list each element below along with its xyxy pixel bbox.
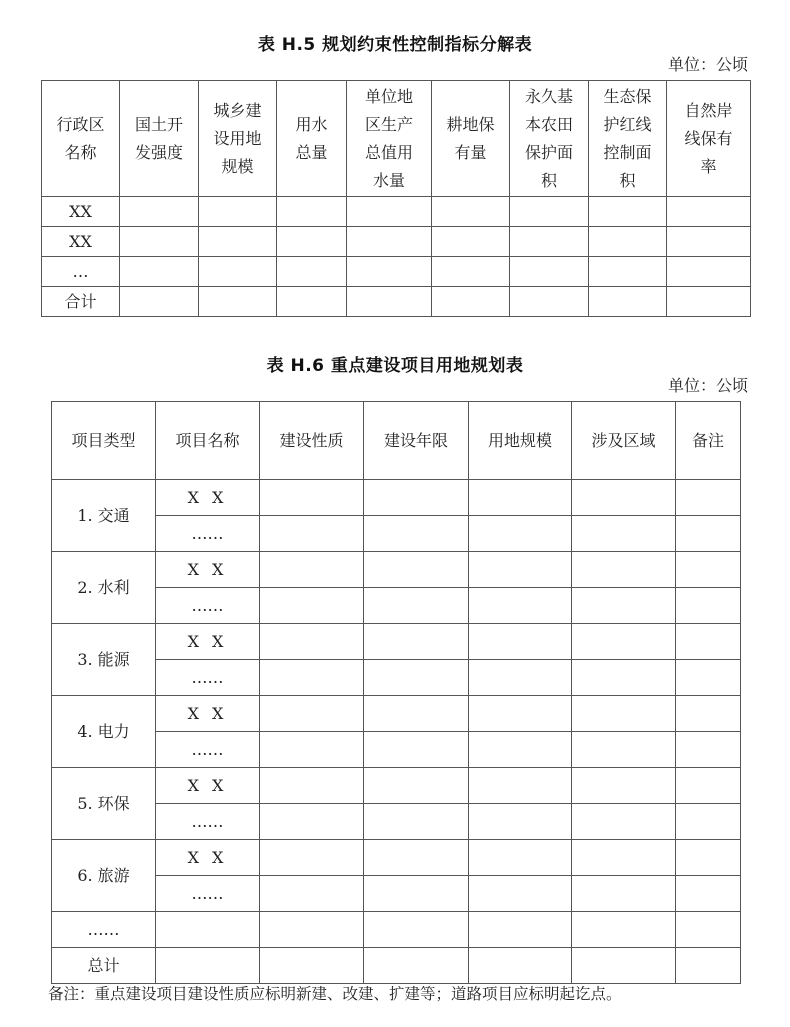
- empty-cell: [572, 948, 676, 984]
- empty-cell: [469, 768, 572, 804]
- table-h6-header-row: [52, 402, 741, 480]
- project-type-cell: 4. 电力: [52, 696, 156, 768]
- table-h5-header-cell: [199, 81, 277, 197]
- empty-cell: [199, 197, 277, 227]
- empty-cell: [589, 257, 667, 287]
- project-name-cell: ……: [156, 516, 260, 552]
- table-row: [52, 840, 741, 876]
- empty-cell: [364, 912, 469, 948]
- empty-cell: [364, 552, 469, 588]
- project-name-cell: X X: [156, 696, 260, 732]
- header-line: 水量: [372, 170, 405, 190]
- header-line: 名称: [64, 142, 97, 162]
- header-line: 城乡建: [213, 100, 262, 120]
- table-h6-header-cell: 建设性质: [260, 402, 364, 480]
- empty-cell: [260, 732, 364, 768]
- empty-cell: [572, 768, 676, 804]
- header-line: 永久基: [524, 86, 573, 106]
- empty-cell: [572, 552, 676, 588]
- empty-cell: [572, 804, 676, 840]
- empty-cell: [277, 197, 347, 227]
- empty-cell: [364, 588, 469, 624]
- empty-cell: [432, 287, 510, 317]
- empty-cell: [260, 948, 364, 984]
- empty-cell: [676, 696, 741, 732]
- header-line: 积: [619, 170, 636, 190]
- empty-cell: [676, 912, 741, 948]
- table-h5-header-cell: [277, 81, 347, 197]
- table-h5-header-cell: [120, 81, 199, 197]
- header-line: 发强度: [134, 142, 183, 162]
- header-line: 总量: [295, 142, 328, 162]
- empty-cell: [199, 257, 277, 287]
- empty-cell: [589, 227, 667, 257]
- table-h5-header-cell: [347, 81, 432, 197]
- empty-cell: [364, 516, 469, 552]
- empty-cell: [364, 696, 469, 732]
- header-line: 生态保: [603, 86, 652, 106]
- project-type-cell: 6. 旅游: [52, 840, 156, 912]
- table-row: [42, 257, 751, 287]
- empty-cell: [277, 287, 347, 317]
- empty-cell: [260, 480, 364, 516]
- more-rows-cell: ……: [52, 912, 156, 948]
- empty-cell: [432, 227, 510, 257]
- table-row: [52, 480, 741, 516]
- empty-cell: [364, 804, 469, 840]
- empty-cell: [469, 552, 572, 588]
- empty-cell: [676, 552, 741, 588]
- region-name-cell: 合计: [42, 287, 120, 317]
- empty-cell: [469, 660, 572, 696]
- project-name-cell: X X: [156, 552, 260, 588]
- table-h5-unit: 单位：公顷: [667, 55, 748, 74]
- empty-cell: [120, 197, 199, 227]
- empty-cell: [510, 197, 589, 227]
- region-name-cell: XX: [42, 197, 120, 227]
- empty-cell: [364, 768, 469, 804]
- project-type-cell: 1. 交通: [52, 480, 156, 552]
- table-row: [42, 287, 751, 317]
- empty-cell: [347, 227, 432, 257]
- empty-cell: [199, 287, 277, 317]
- empty-cell: [469, 912, 572, 948]
- empty-cell: [572, 516, 676, 552]
- empty-cell: [676, 804, 741, 840]
- empty-cell: [469, 696, 572, 732]
- table-row: [52, 804, 741, 840]
- table-h5: [41, 80, 751, 317]
- header-line: 自然岸: [684, 100, 733, 120]
- empty-cell: [469, 624, 572, 660]
- table-row: [52, 948, 741, 984]
- empty-cell: [572, 840, 676, 876]
- table-row: [52, 516, 741, 552]
- table-h5-header-cell: [589, 81, 667, 197]
- empty-cell: [667, 287, 751, 317]
- table-h5-header-cell: [510, 81, 589, 197]
- table-row: [52, 624, 741, 660]
- empty-cell: [277, 257, 347, 287]
- empty-cell: [260, 588, 364, 624]
- empty-cell: [572, 624, 676, 660]
- empty-cell: [469, 480, 572, 516]
- empty-cell: [572, 588, 676, 624]
- empty-cell: [572, 912, 676, 948]
- project-type-cell: 5. 环保: [52, 768, 156, 840]
- header-line: 护红线: [603, 114, 652, 134]
- header-line: 规模: [221, 156, 254, 176]
- table-h5-header-cell: [667, 81, 751, 197]
- project-name-cell: ……: [156, 732, 260, 768]
- header-line: 有量: [454, 142, 487, 162]
- empty-cell: [676, 516, 741, 552]
- table-row: [52, 552, 741, 588]
- empty-cell: [667, 227, 751, 257]
- empty-cell: [260, 624, 364, 660]
- table-row: [52, 732, 741, 768]
- empty-cell: [667, 197, 751, 227]
- empty-cell: [260, 804, 364, 840]
- empty-cell: [260, 768, 364, 804]
- table-row: [42, 227, 751, 257]
- empty-cell: [469, 948, 572, 984]
- table-h6-note: 备注：重点建设项目建设性质应标明新建、改建、扩建等；道路项目应标明起讫点。: [48, 985, 622, 1003]
- empty-cell: [469, 732, 572, 768]
- empty-cell: [156, 912, 260, 948]
- empty-cell: [676, 840, 741, 876]
- empty-cell: [667, 257, 751, 287]
- header-line: 本农田: [524, 114, 573, 134]
- header-line: 用水: [295, 114, 328, 134]
- table-row: [52, 912, 741, 948]
- table-h6-header-cell: 备注: [676, 402, 741, 480]
- region-name-cell: XX: [42, 227, 120, 257]
- project-name-cell: ……: [156, 588, 260, 624]
- project-name-cell: X X: [156, 768, 260, 804]
- empty-cell: [510, 227, 589, 257]
- table-row: [52, 768, 741, 804]
- empty-cell: [347, 197, 432, 227]
- header-line: 单位地: [364, 86, 413, 106]
- empty-cell: [347, 287, 432, 317]
- empty-cell: [676, 660, 741, 696]
- header-line: 总值用: [364, 142, 413, 162]
- empty-cell: [260, 660, 364, 696]
- header-line: 区生产: [364, 114, 413, 134]
- empty-cell: [260, 552, 364, 588]
- project-name-cell: X X: [156, 624, 260, 660]
- table-h6-header-cell: 建设年限: [364, 402, 469, 480]
- empty-cell: [364, 660, 469, 696]
- empty-cell: [676, 732, 741, 768]
- empty-cell: [120, 257, 199, 287]
- table-row: [52, 876, 741, 912]
- empty-cell: [469, 840, 572, 876]
- table-h5-title: 表 H.5 规划约束性控制指标分解表: [257, 35, 533, 55]
- table-h6-title: 表 H.6 重点建设项目用地规划表: [266, 356, 524, 376]
- empty-cell: [469, 588, 572, 624]
- project-name-cell: ……: [156, 876, 260, 912]
- header-line: 率: [700, 156, 717, 176]
- empty-cell: [260, 516, 364, 552]
- table-row: [52, 696, 741, 732]
- empty-cell: [260, 696, 364, 732]
- total-label-cell: 总计: [52, 948, 156, 984]
- header-line: 耕地保: [446, 114, 495, 134]
- project-name-cell: ……: [156, 660, 260, 696]
- table-row: [52, 588, 741, 624]
- table-h6-header-cell: 项目类型: [52, 402, 156, 480]
- table-h6-header-cell: 用地规模: [469, 402, 572, 480]
- empty-cell: [510, 287, 589, 317]
- table-row: [52, 660, 741, 696]
- empty-cell: [589, 197, 667, 227]
- empty-cell: [120, 287, 199, 317]
- empty-cell: [572, 696, 676, 732]
- empty-cell: [589, 287, 667, 317]
- project-type-cell: 3. 能源: [52, 624, 156, 696]
- project-type-cell: 2. 水利: [52, 552, 156, 624]
- table-h6: [51, 401, 741, 984]
- empty-cell: [156, 948, 260, 984]
- empty-cell: [347, 257, 432, 287]
- header-line: 保护面: [524, 142, 573, 162]
- table-h5-header-row: [42, 81, 751, 197]
- empty-cell: [572, 480, 676, 516]
- table-h6-unit: 单位：公顷: [667, 376, 748, 395]
- empty-cell: [676, 768, 741, 804]
- empty-cell: [469, 876, 572, 912]
- empty-cell: [199, 227, 277, 257]
- empty-cell: [364, 480, 469, 516]
- header-line: 国土开: [134, 114, 183, 134]
- empty-cell: [364, 732, 469, 768]
- empty-cell: [120, 227, 199, 257]
- empty-cell: [572, 876, 676, 912]
- header-line: 行政区: [56, 114, 105, 134]
- empty-cell: [432, 197, 510, 227]
- empty-cell: [260, 912, 364, 948]
- table-h5-header-cell: [432, 81, 510, 197]
- table-h6-header-cell: 涉及区域: [572, 402, 676, 480]
- empty-cell: [260, 840, 364, 876]
- header-line: 积: [540, 170, 557, 190]
- project-name-cell: X X: [156, 840, 260, 876]
- region-name-cell: …: [42, 257, 120, 287]
- empty-cell: [277, 227, 347, 257]
- empty-cell: [676, 480, 741, 516]
- empty-cell: [469, 516, 572, 552]
- empty-cell: [364, 876, 469, 912]
- header-line: 设用地: [213, 128, 262, 148]
- empty-cell: [572, 732, 676, 768]
- project-name-cell: ……: [156, 804, 260, 840]
- table-h5-header-cell: [42, 81, 120, 197]
- empty-cell: [364, 840, 469, 876]
- header-line: 线保有: [684, 128, 733, 148]
- empty-cell: [510, 257, 589, 287]
- empty-cell: [364, 948, 469, 984]
- project-name-cell: X X: [156, 480, 260, 516]
- empty-cell: [676, 624, 741, 660]
- empty-cell: [469, 804, 572, 840]
- empty-cell: [572, 660, 676, 696]
- empty-cell: [676, 948, 741, 984]
- empty-cell: [432, 257, 510, 287]
- table-row: [42, 197, 751, 227]
- empty-cell: [676, 876, 741, 912]
- empty-cell: [260, 876, 364, 912]
- header-line: 控制面: [603, 142, 652, 162]
- empty-cell: [676, 588, 741, 624]
- empty-cell: [364, 624, 469, 660]
- table-h6-header-cell: 项目名称: [156, 402, 260, 480]
